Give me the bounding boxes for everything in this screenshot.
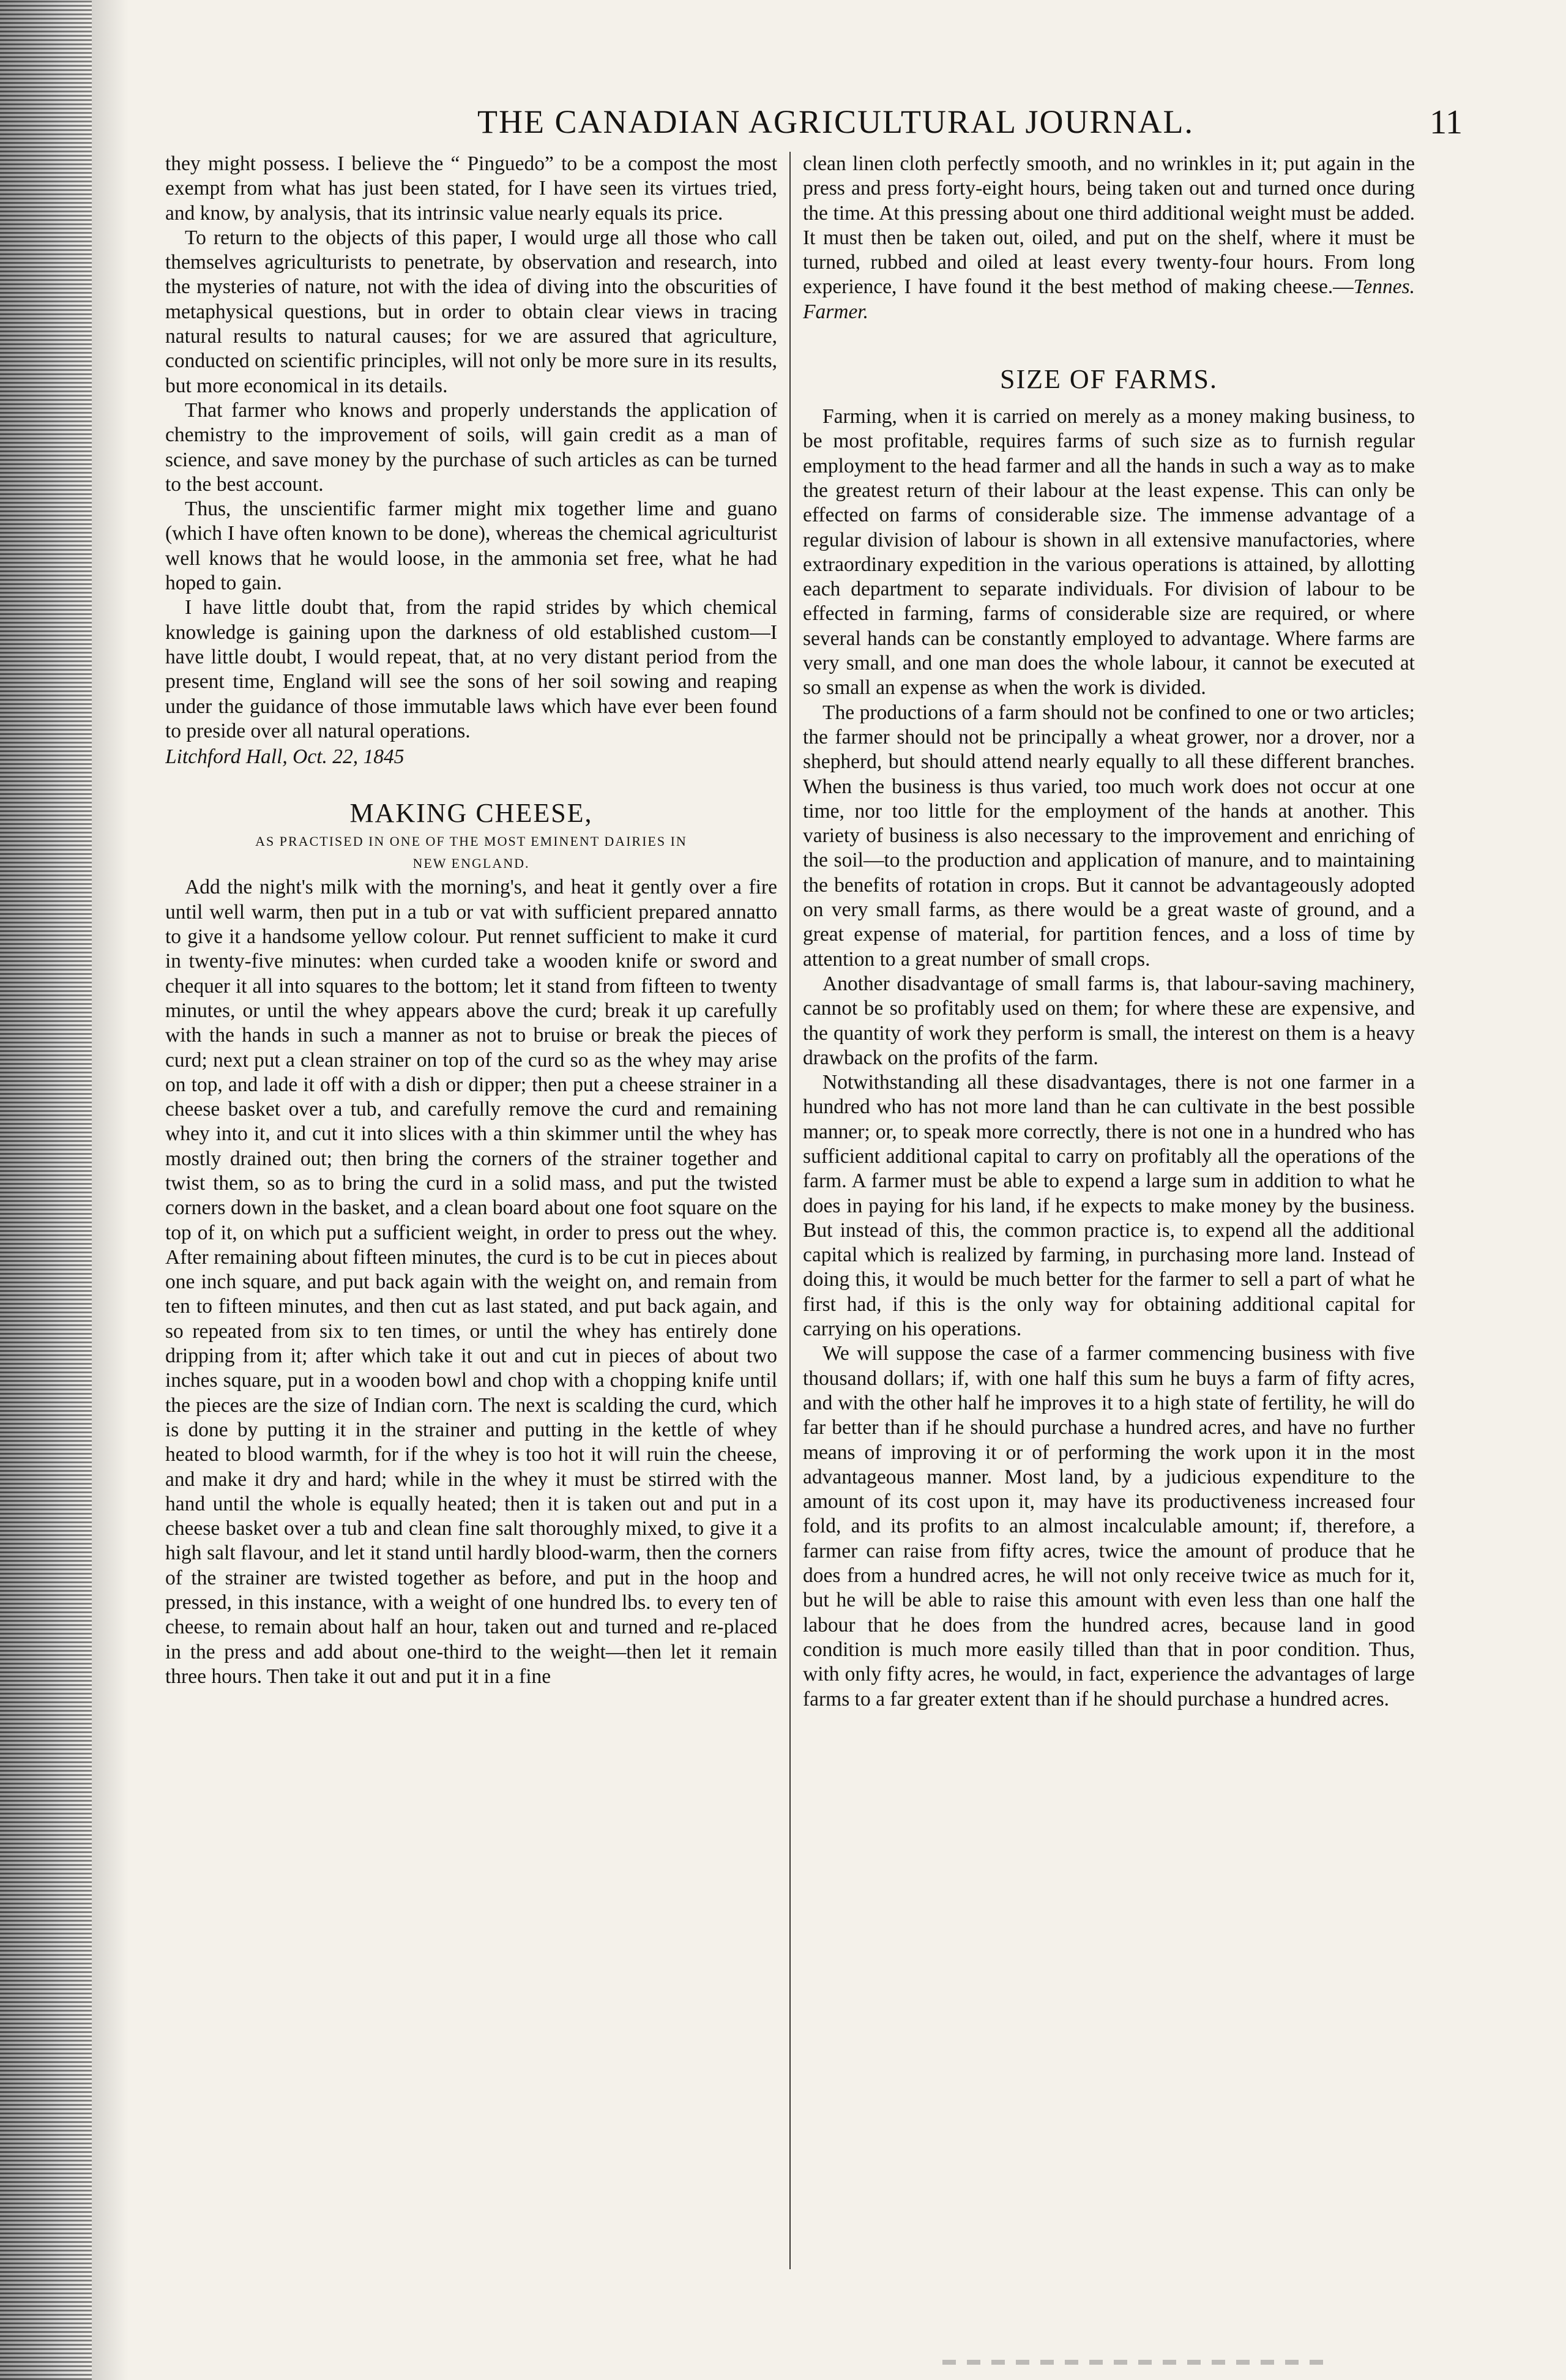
left-column bbox=[165, 152, 777, 2281]
farms-paragraph: Notwithstanding all these disadvantages, there is not one farmer in a hundred who has not more land than he can cultivate in the best possible manner; or, to speak more correctly, there is not one in a hundred who has sufficient additional capital to carry on profitably all the operations of the farm. A farmer must be able to expend a large sum in addition to what he does in paying for his land, if he expects to make money by the business. But instead of this, the common practice is, to expend all the additional capital which is realized by farming, in purchasing more land. Instead of doing this, it would be much better for the farmer to sell a part of what he first had, if this is the only way for obtaining additional capital for carrying on his operations. bbox=[803, 1071, 1415, 1341]
article-paragraph: I have little doubt that, from the rapid strides by which chemical knowledge is gaining upon the darkness of old established custom—I have little doubt, I would repeat, that, at no very distant period from the present time, England will see the sons of her soil sowing and reaping under the guidance of those immutable laws which have ever been found to preside over all natural operations. bbox=[165, 596, 777, 742]
farms-paragraph: We will suppose the case of a farmer commencing business with five thousand dollars; if, with one half this sum he buys a farm of fifty acres, and with the other half he improves it to a high state of fertility, he will do far better than if he should purchase a hundred acres, and have no further means of improving it or of performing the work upon it in the most advantageous manner. Most land, by a judicious expenditure to the amount of its cost upon it, may have its productiveness increased four fold, and its profits to an almost incalculable amount; if, therefore, a farmer can raise from fifty acres, twice the amount of produce that he does from a hundred acres, he will not only receive twice as much for it, but he will be able to raise this amount with even less than one half the labour that he does from the hundred acres, because land in good condition is much more easily tilled than that in poor condition. Thus, with only fifty acres, he would, in fact, experience the advantages of large farms to a far greater extent than if he should purchase a hundred acres. bbox=[803, 1342, 1415, 1710]
section-title-size-of-farms: SIZE OF FARMS. bbox=[999, 364, 1218, 395]
right-column bbox=[803, 152, 1415, 2281]
journal-title: THE CANADIAN AGRICULTURAL JOURNAL. bbox=[477, 103, 1194, 140]
page-header bbox=[165, 103, 1463, 152]
section-subtitle: NEW ENGLAND. bbox=[412, 856, 530, 871]
cheese-continued-text: clean linen cloth perfectly smooth, and no wrinkles in it; put again in the press and press forty-eight hours, being taken out and turned once during the time. At this pressing about one third additional weight must be added. It must then be taken out, oiled, and put on the shelf, where it must be turned, rubbed and oiled at least every twenty-four hours. From long experience, I have found it the best method of making cheese.— bbox=[803, 152, 1415, 299]
section-subtitle: AS PRACTISED IN ONE OF THE MOST EMINENT DAIRIES IN bbox=[255, 834, 687, 849]
farms-paragraph: Farming, when it is carried on merely as a money making business, to be most profitable, requires farms of such size as to furnish regular employment to the head farmer and all the hands in such a way as to make the greatest return of their labour at the least expense. This can only be effected on farms of considerable size. The immense advantage of a regular division of labour is shown in all extensive manufactories, where extraordinary expedition in the various operations is attained, by allotting each department to separate individuals. For division of labour to be effected in farming, farms of considerable size are required, or where several hands can be constantly employed to advantage. Where farms are very small, and one man does the whole labour, it cannot be executed at so small an expense as when the work is divided. bbox=[803, 405, 1415, 699]
cheese-paragraph-continued bbox=[803, 152, 1415, 324]
article-paragraph: Thus, the unscientific farmer might mix together lime and guano (which I have often known to be done), whereas the chemical agriculturist well knows that he would loose, in the ammonia set free, what he had hoped to gain. bbox=[165, 498, 777, 595]
farms-paragraph: The productions of a farm should not be confined to one or two articles; the farmer should not be principally a wheat grower, nor a drover, nor a shepherd, but should attend nearly equally to all these different branches. When the business is thus varied, too much work does not occur at one time, nor too little for the employment of the hands at another. This variety of business is also necessary to the improvement and enriching of the soil—to the production and application of manure, and to maintaining the benefits of rotation in crops. But it cannot be advantageously adopted on very small farms, as there would be a great waste of ground, and a great expense of material, for partition fences, and a loss of time by attention to a great number of small crops. bbox=[803, 701, 1415, 971]
cheese-paragraph: Add the night's milk with the morning's, and heat it gently over a fire until well warm, then put in a tub or vat with sufficient prepared annatto to give it a handsome yellow colour. Put rennet sufficient to make it curd in twenty-five minutes: when curded take a wooden knife or sword and chequer it all into squares to the bottom; let it stand from fifteen to twenty minutes, or until the whey appears above the curd; break it up carefully with the hands in such a manner as not to bruise or break the pieces of curd; next put a clean strainer on top of the curd so as the whey may arise on top, and lade it off with a dish or dipper; then put a cheese strainer in a cheese basket over a tub, and carefully remove the curd and remaining whey into it, and cut it into slices with a thin skimmer until the whey has mostly drained out; then bring the corners of the strainer together and twist them, so as to bring the curd in a solid mass, and put the twisted corners down in the basket, and a clean board about one foot square on the top of it, on which put a sufficient weight, in order to press out the whey. After remaining about fifteen minutes, the curd is to be cut in pieces about one inch square, and put back again with the weight on, and remain from ten to fifteen minutes, and then cut as last stated, and put back again, and so repeated from six to ten times, or until the whey has entirely done dripping from it; after which take it out and cut in pieces of about two inches square, put in a wooden bowl and chop with a chopping knife until the pieces are the size of Indian corn. The next is scalding the curd, which is done by putting it in the strainer and putting in the kettle of whey heated to blood warmth, for if the whey is too hot it will ruin the cheese, and make it dry and hard; while in the whey it must be stirred with the hand until the whole is equally heated; then it is taken out and put in a cheese basket over a tub and clean fine salt thoroughly mixed, to give it a high salt flavour, and let it stand until hardly blood-warm, then the corners of the strainer are twisted together as before, and put in the hoop and pressed, in this instance, with a weight of one hundred lbs. to every ten of cheese, to remain about half an hour, taken out and turned and re-placed in the press and add about one-third to the weight—then let it remain three hours. Then take it out and put it in a fine bbox=[165, 876, 777, 1688]
print-artifact bbox=[942, 2360, 1334, 2365]
article-paragraph: That farmer who knows and properly understands the application of chemistry to the improvement of soils, will gain credit as a man of science, and save money by the purchase of such articles as can be turned to the best account. bbox=[165, 398, 777, 496]
binding-shadow bbox=[92, 0, 129, 2380]
section-title-making-cheese: MAKING CHEESE, bbox=[349, 798, 593, 829]
page-number: 11 bbox=[1430, 103, 1463, 141]
article-paragraph: To return to the objects of this paper, I would urge all those who call themselves agriculturists to penetrate, by observation and research, into the mysteries of nature, not with the idea of diving into the obscurities of metaphysical questions, but in order to obtain clear views in tracing natural results to natural causes; for we are assured that agriculture, conducted on scientific principles, will not only be more sure in its results, but more economical in its details. bbox=[165, 226, 777, 397]
article-credit: Tennes. Farmer. bbox=[803, 275, 1415, 323]
column-divider bbox=[789, 152, 791, 2269]
article-paragraph: they might possess. I believe the “ Pinguedo” to be a compost the most exempt from what has just been stated, for I have seen its virtues tried, and know, by analysis, that its intrinsic value nearly equals its price. bbox=[165, 152, 777, 225]
farms-paragraph: Another disadvantage of small farms is, that labour-saving machinery, cannot be so profitably used on them; for where these are expensive, and the quantity of work they perform is small, the interest on them is a heavy drawback on the profits of the farm. bbox=[803, 972, 1415, 1069]
book-binding-edge bbox=[0, 0, 92, 2380]
article-signature: Litchford Hall, Oct. 22, 1845 bbox=[165, 745, 405, 769]
